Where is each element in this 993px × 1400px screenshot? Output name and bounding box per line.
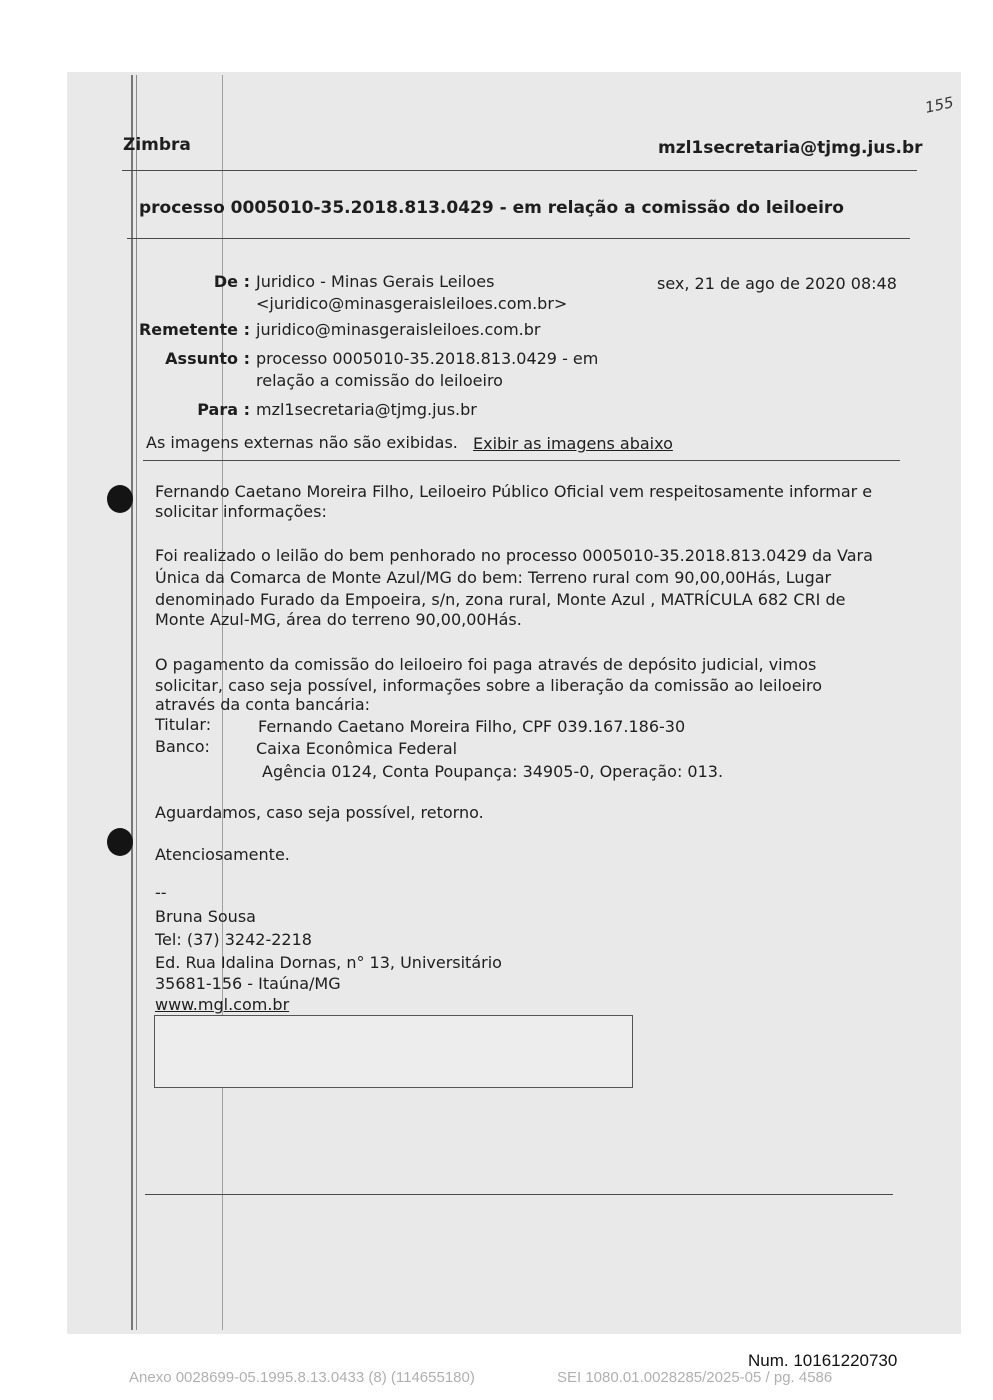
para-value: mzl1secretaria@tjmg.jus.br — [256, 400, 477, 419]
assunto-line-1: processo 0005010-35.2018.813.0429 - em — [256, 349, 599, 368]
de-email: <juridico@minasgeraisleiloes.com.br> — [256, 294, 568, 313]
meta-divider — [143, 460, 900, 461]
remetente-label: Remetente : — [138, 320, 250, 339]
banco-label: Banco: — [155, 737, 210, 756]
document-number: Num. 10161220730 — [748, 1351, 898, 1370]
body-p2-line-2: Única da Comarca de Monte Azul/MG do bem: Terreno rural com 90,00,00Hás, Lugar — [155, 568, 832, 587]
assunto-label: Assunto : — [165, 349, 250, 368]
punch-hole-bottom — [107, 828, 133, 856]
signature-dashes: -- — [155, 883, 167, 902]
signature-city: 35681-156 - Itaúna/MG — [155, 974, 341, 993]
body-p5: Atenciosamente. — [155, 845, 290, 864]
para-label: Para : — [197, 400, 250, 419]
account-email: mzl1secretaria@tjmg.jus.br — [658, 138, 923, 158]
signature-tel: Tel: (37) 3242-2218 — [155, 930, 312, 949]
body-p3-line-1: O pagamento da comissão do leiloeiro foi paga através de depósito judicial, vimos — [155, 655, 817, 674]
body-p3-line-3: através da conta bancária: — [155, 695, 371, 714]
anexo-reference: Anexo 0028699-05.1995.8.13.0433 (8) (114655180) — [129, 1369, 475, 1386]
blocked-image-placeholder — [154, 1015, 633, 1088]
body-p2-line-1: Foi realizado o leilão do bem penhorado no processo 0005010-35.2018.813.0429 da Vara — [155, 546, 873, 565]
body-p1-line-2: solicitar informações: — [155, 502, 327, 521]
titular-value: Fernando Caetano Moreira Filho, CPF 039.167.186-30 — [258, 717, 686, 736]
footer-divider — [145, 1194, 893, 1195]
body-p1-line-1: Fernando Caetano Moreira Filho, Leiloeiro Público Oficial vem respeitosamente informar e — [155, 482, 873, 501]
signature-address: Ed. Rua Idalina Dornas, n° 13, Universitário — [155, 953, 502, 972]
assunto-line-2: relação a comissão do leiloeiro — [256, 371, 503, 390]
agencia-value: Agência 0124, Conta Poupança: 34905-0, Operação: 013. — [262, 762, 724, 781]
app-name: Zimbra — [123, 135, 191, 155]
body-p3-line-2: solicitar, caso seja possível, informações sobre a liberação da comissão ao leiloeiro — [155, 676, 822, 695]
de-label: De : — [213, 272, 250, 291]
signature-name: Bruna Sousa — [155, 907, 256, 926]
binder-margin-line — [131, 75, 133, 1330]
email-date: sex, 21 de ago de 2020 08:48 — [657, 274, 897, 293]
subject-divider — [127, 238, 910, 239]
remetente-value: juridico@minasgeraisleiloes.com.br — [256, 320, 541, 339]
banco-value: Caixa Econômica Federal — [256, 739, 458, 758]
sei-reference: SEI 1080.01.0028285/2025-05 / pg. 4586 — [557, 1369, 833, 1386]
show-images-link[interactable]: Exibir as imagens abaixo — [473, 434, 673, 453]
signature-website-link[interactable]: www.mgl.com.br — [155, 995, 290, 1014]
body-p4: Aguardamos, caso seja possível, retorno. — [155, 803, 484, 822]
titular-label: Titular: — [155, 715, 212, 734]
images-notice: As imagens externas não são exibidas. — [146, 433, 458, 452]
punch-hole-top — [107, 485, 133, 513]
de-name: Juridico - Minas Gerais Leiloes — [256, 272, 495, 291]
header-divider — [122, 170, 917, 171]
binder-margin-line-2 — [136, 75, 137, 1330]
page-mark: 155 — [923, 93, 956, 117]
body-p2-line-3: denominado Furado da Empoeira, s/n, zona rural, Monte Azul , MATRÍCULA 682 CRI de — [155, 590, 846, 609]
subject-title: processo 0005010-35.2018.813.0429 - em relação a comissão do leiloeiro — [139, 198, 844, 218]
body-p2-line-4: Monte Azul-MG, área do terreno 90,00,00Hás. — [155, 610, 522, 629]
